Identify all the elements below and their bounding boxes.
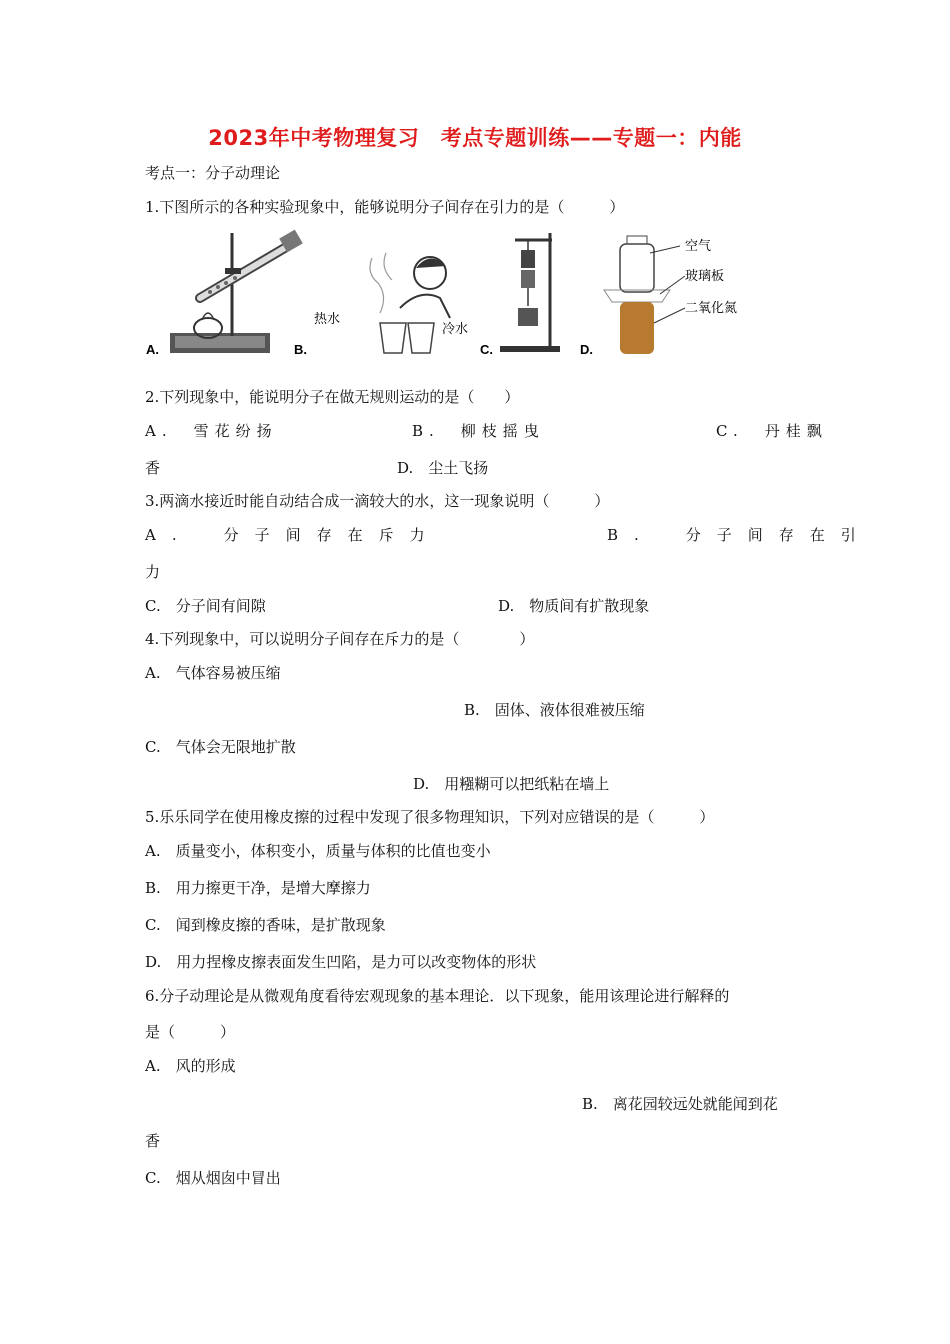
question-5-option-b: B. 用力擦更干净，是增大摩擦力 [145,879,371,897]
question-4-option-a: A. 气体容易被压缩 [145,664,281,682]
figure-d-nitrogen-dioxide: 二氧化氮 [685,301,738,316]
figure-a-test-tube-apparatus [146,230,303,357]
figure-c-label: C. [480,342,493,357]
figure-d-label: D. [580,342,593,357]
question-5-option-a: A. 质量变小，体积变小，质量与体积的比值也变小 [145,842,491,860]
figure-c-lead-blocks [480,233,560,357]
question-6-stem-cont: 是（ ） [145,1023,236,1041]
question-3-option-d: D. 物质间有扩散现象 [498,597,650,615]
question-3-option-b: B. 分子间存在引 [607,526,872,544]
question-5-option-c: C. 闻到橡皮擦的香味，是扩散现象 [145,916,386,934]
question-1-stem: 1.下图所示的各种实验现象中，能够说明分子间存在引力的是（ ） [145,198,625,216]
question-2-option-a: A. 雪花纷扬 [145,422,278,440]
question-6-option-c: C. 烟从烟囱中冒出 [145,1169,281,1187]
page-title: 2023年中考物理复习 考点专题训练——专题一：内能 [208,126,742,150]
question-3-option-a: A. 分子间存在斥力 [145,526,441,544]
figure-b-label: B. [294,342,307,357]
question-6-option-b-cont: 香 [145,1132,161,1150]
figure-a-label: A. [146,342,159,357]
question-6-option-a: A. 风的形成 [145,1057,236,1075]
figure-b-hot-water: 热水 [314,312,341,327]
question-2-option-c: C. 丹桂飘 [716,422,828,440]
figure-b-cold-water: 冷水 [442,322,469,337]
question-5-stem: 5.乐乐同学在使用橡皮擦的过程中发现了很多物理知识，下列对应错误的是（ ） [145,808,715,826]
section-heading: 考点一：分子动理论 [145,164,281,182]
question-6-option-b: B. 离花园较远处就能闻到花 [582,1095,778,1113]
question-2-stem: 2.下列现象中，能说明分子在做无规则运动的是（ ） [145,388,520,406]
question-4-stem: 4.下列现象中，可以说明分子间存在斥力的是（ ） [145,630,535,648]
question-1-figure [140,228,780,363]
question-2-option-d: D. 尘土飞扬 [397,459,489,477]
question-2-option-b: B. 柳枝摇曳 [412,422,545,440]
figure-d-glass-plate: 玻璃板 [685,269,725,284]
question-3-stem: 3.两滴水接近时能自动结合成一滴较大的水，这一现象说明（ ） [145,492,610,510]
question-4-option-b: B. 固体、液体很难被压缩 [464,701,645,719]
question-2-option-c-cont: 香 [145,459,161,477]
question-3-option-b-cont: 力 [145,563,161,581]
question-3-option-c: C. 分子间有间隙 [145,597,266,615]
figure-d-gas-bottles [580,236,737,357]
question-4-option-c: C. 气体会无限地扩散 [145,738,296,756]
question-6-stem: 6.分子动理论是从微观角度看待宏观现象的基本理论．以下现象，能用该理论进行解释的 [145,987,730,1005]
question-4-option-d: D. 用糨糊可以把纸粘在墙上 [413,775,610,793]
question-5-option-d: D. 用力捏橡皮擦表面发生凹陷，是力可以改变物体的形状 [145,953,537,971]
figure-b-diffusion-cups [294,253,468,357]
figure-d-air: 空气 [685,239,712,254]
